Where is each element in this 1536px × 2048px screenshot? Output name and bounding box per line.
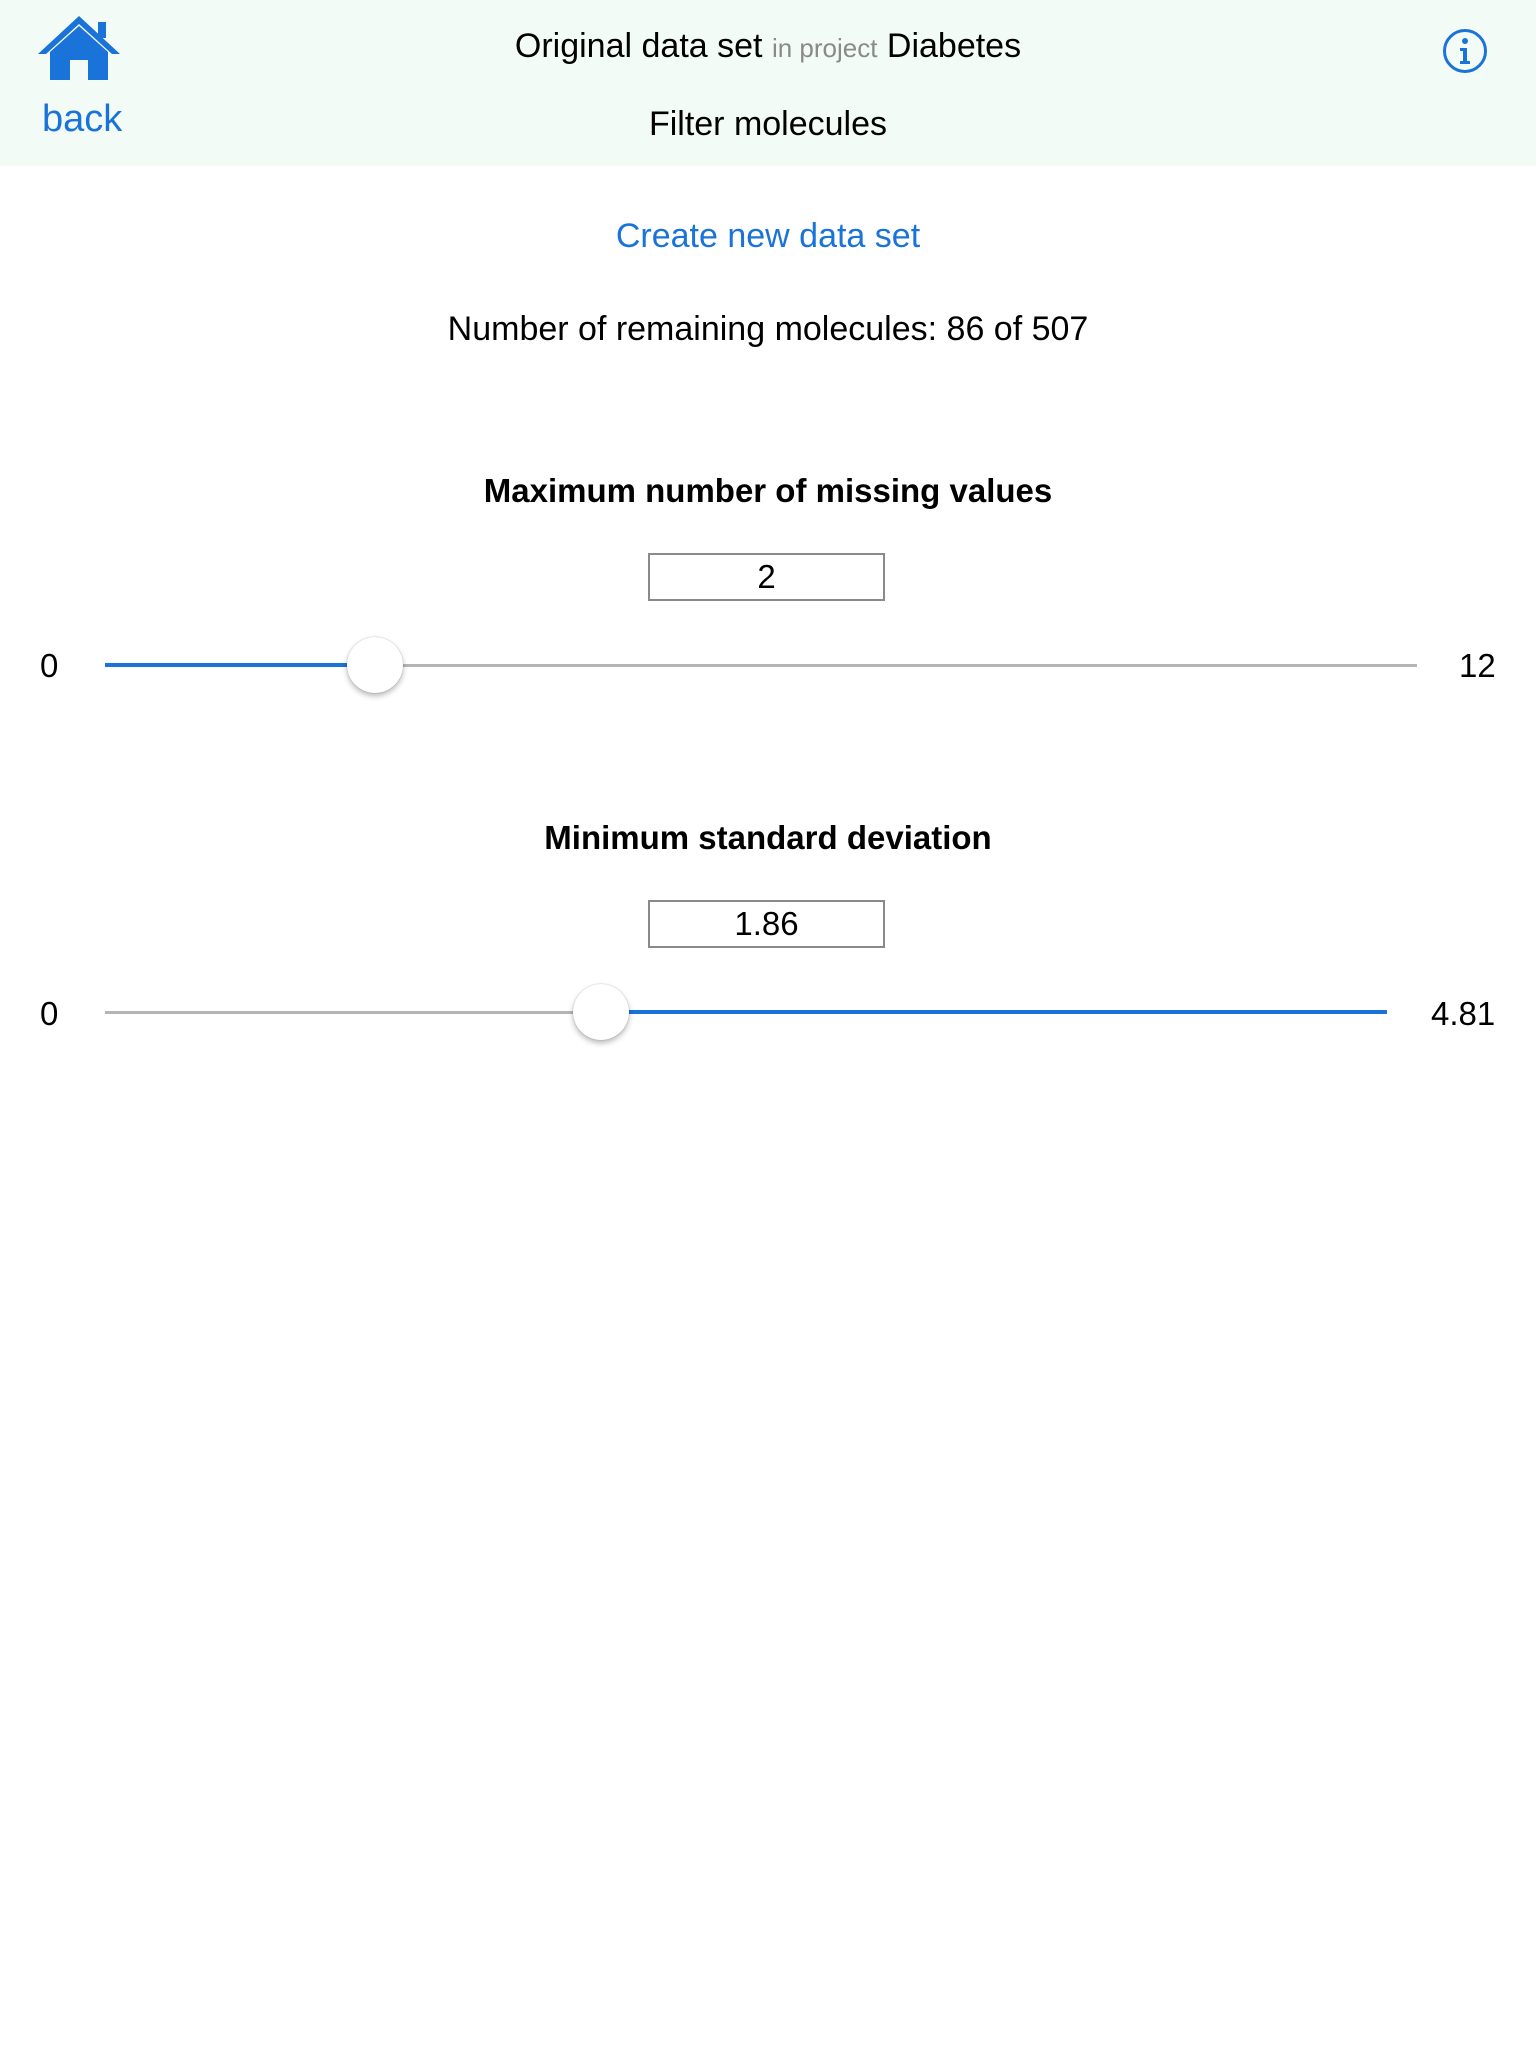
missing-values-max-label: 12: [1459, 647, 1496, 684]
project-name: Diabetes: [886, 27, 1022, 65]
remaining-molecules-text: Number of remaining molecules: 86 of 507: [447, 310, 1089, 348]
page-subtitle: Filter molecules: [648, 105, 888, 143]
std-dev-max-label: 4.81: [1431, 995, 1496, 1032]
back-button[interactable]: back: [42, 98, 123, 140]
in-project-label: in project: [771, 33, 878, 63]
missing-values-title: Maximum number of missing values: [483, 472, 1053, 509]
slider-fill: [105, 663, 375, 667]
missing-values-slider[interactable]: [105, 635, 1417, 695]
create-new-data-set-link[interactable]: Create new data set: [615, 217, 921, 255]
std-dev-min-label: 0: [40, 995, 59, 1032]
page-title: [0, 26, 1536, 67]
missing-values-min-label: 0: [40, 647, 59, 684]
info-icon: [1442, 28, 1488, 74]
missing-values-field[interactable]: [648, 553, 885, 601]
std-dev-title: Minimum standard deviation: [544, 819, 992, 856]
dataset-name: Original data set: [514, 27, 763, 65]
slider-thumb[interactable]: [347, 637, 403, 693]
std-dev-slider[interactable]: [105, 982, 1387, 1042]
slider-thumb[interactable]: [573, 984, 629, 1040]
slider-fill: [601, 1010, 1387, 1014]
navigation-header: [0, 0, 1536, 166]
std-dev-field[interactable]: [648, 900, 885, 948]
info-button[interactable]: [1442, 28, 1488, 74]
